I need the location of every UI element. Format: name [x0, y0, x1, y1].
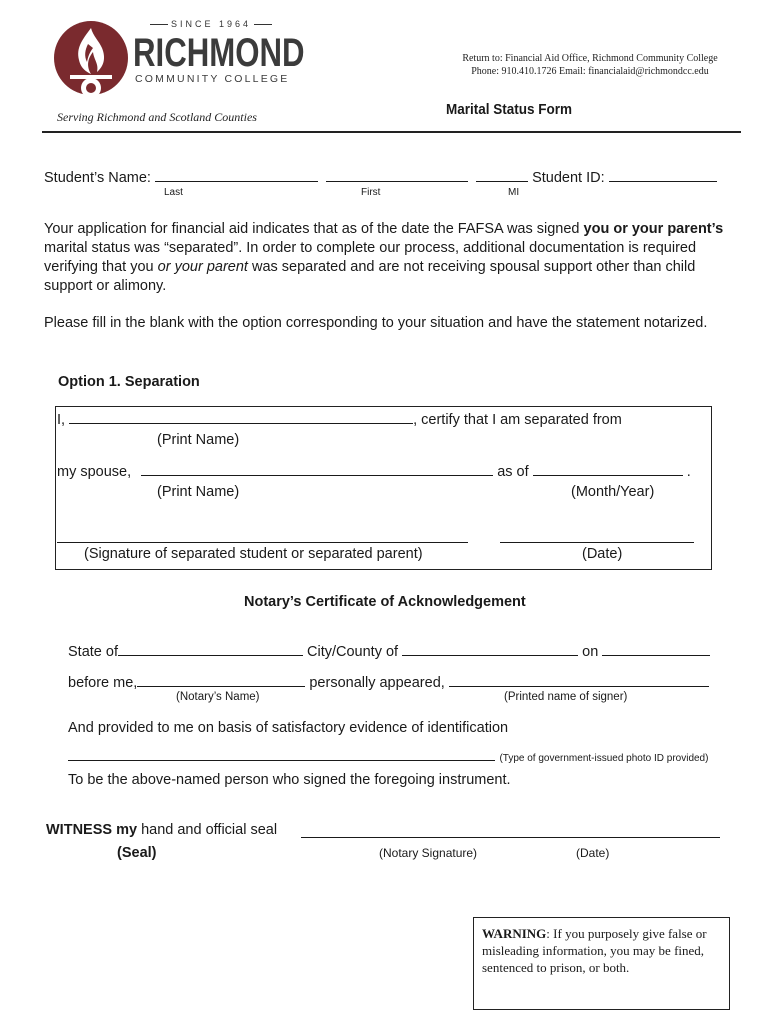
notary-name-caption: (Notary’s Name) [176, 691, 260, 703]
option1-heading: Option 1. Separation [58, 374, 200, 390]
intro-text-1: Your application for financial aid indicates that as of the date the FAFSA was signed [44, 221, 584, 237]
seal-label: (Seal) [117, 845, 157, 861]
first-name-field[interactable] [326, 180, 468, 182]
intro-text-bold: you or your parent’s [583, 221, 724, 237]
form-title: Marital Status Form [446, 101, 573, 118]
above-named-text: To be the above-named person who signed the foregoing instrument. [68, 772, 511, 788]
spouse-name-field[interactable] [141, 474, 493, 476]
warning-box [473, 917, 730, 1010]
notary-date-caption: (Date) [576, 846, 610, 860]
witness-text: hand and official seal [137, 822, 278, 838]
spouse-row [57, 464, 691, 480]
personally-appeared-label: personally appeared, [309, 675, 445, 691]
mi-field[interactable] [476, 180, 528, 182]
print-name-field[interactable] [69, 422, 413, 424]
witness-row [46, 822, 277, 838]
signature-date-caption: (Date) [582, 546, 623, 562]
notary-heading: Notary’s Certificate of Acknowledgement [244, 594, 526, 610]
id-type-field[interactable] [68, 759, 495, 761]
mi-caption: MI [508, 187, 520, 198]
intro-text-2: marital status was “separated”. In order to complete our process, additional documentation is required verifying that you [44, 240, 697, 275]
student-name-label: Student’s Name: [44, 170, 151, 186]
city-county-field[interactable] [402, 654, 578, 656]
city-county-label: City/County of [307, 644, 399, 660]
warning-text: : If you purposely give false or misleading information, you may be fined, sentenced to prison, or both. [482, 926, 707, 975]
id-type-row [68, 748, 708, 766]
certify-text: , certify that I am separated from [413, 412, 622, 428]
return-line-1: Return to: Financial Aid Office, Richmond Community College [462, 53, 718, 64]
certify-row [57, 412, 622, 428]
signature-line[interactable] [57, 541, 468, 543]
my-spouse-label: my spouse, [57, 464, 132, 480]
notary-name-field[interactable] [137, 685, 305, 687]
since-text: SINCE 1964 [171, 19, 252, 29]
intro-paragraph [44, 220, 724, 296]
signature-caption: (Signature of separated student or separated parent) [84, 546, 423, 562]
logo-wordmark: RICHMOND [133, 31, 305, 75]
printed-signer-caption: (Printed name of signer) [504, 691, 628, 703]
student-id-field[interactable] [609, 180, 717, 182]
period: . [686, 464, 691, 480]
student-id-label: Student ID: [532, 170, 605, 186]
last-caption: Last [164, 187, 183, 198]
return-address [440, 52, 740, 78]
intro-text-italic: or your parent [157, 259, 248, 275]
month-year-field[interactable] [533, 474, 683, 476]
i-prefix: I, [57, 412, 66, 428]
state-of-label: State of [68, 644, 118, 660]
since-tagline [147, 19, 275, 29]
print-name-caption: (Print Name) [157, 432, 240, 448]
warning-label: WARNING [482, 926, 547, 941]
signer-name-field[interactable] [449, 685, 709, 687]
last-name-field[interactable] [155, 180, 318, 182]
evidence-text: And provided to me on basis of satisfactory evidence of identification [68, 720, 509, 736]
logo-subtitle: COMMUNITY COLLEGE [135, 73, 290, 85]
header-divider [42, 131, 741, 133]
on-label: on [582, 644, 599, 660]
spouse-name-caption: (Print Name) [157, 484, 240, 500]
serving-tagline: Serving Richmond and Scotland Counties [57, 110, 257, 124]
id-type-caption: (Type of government-issued photo ID provided) [499, 753, 709, 764]
state-field[interactable] [118, 654, 303, 656]
state-row [68, 644, 710, 660]
as-of-label: as of [497, 464, 529, 480]
student-name-row [44, 170, 717, 186]
instructions-paragraph: Please fill in the blank with the option corresponding to your situation and have the statement notarized. [44, 315, 708, 331]
notary-signature-caption: (Notary Signature) [379, 846, 478, 860]
signature-date-line[interactable] [500, 541, 694, 543]
first-caption: First [361, 187, 381, 198]
on-date-field[interactable] [602, 654, 710, 656]
intro-text-3: was separated and are not receiving spousal support other than child support or alimony. [44, 259, 696, 294]
before-me-row [68, 675, 709, 691]
month-year-caption: (Month/Year) [571, 484, 655, 500]
notary-signature-line[interactable] [301, 836, 720, 838]
return-line-2: Phone: 910.410.1726 Email: financialaid@richmondcc.edu [471, 66, 709, 77]
witness-bold: WITNESS my [46, 822, 138, 838]
before-me-label: before me, [68, 675, 138, 691]
